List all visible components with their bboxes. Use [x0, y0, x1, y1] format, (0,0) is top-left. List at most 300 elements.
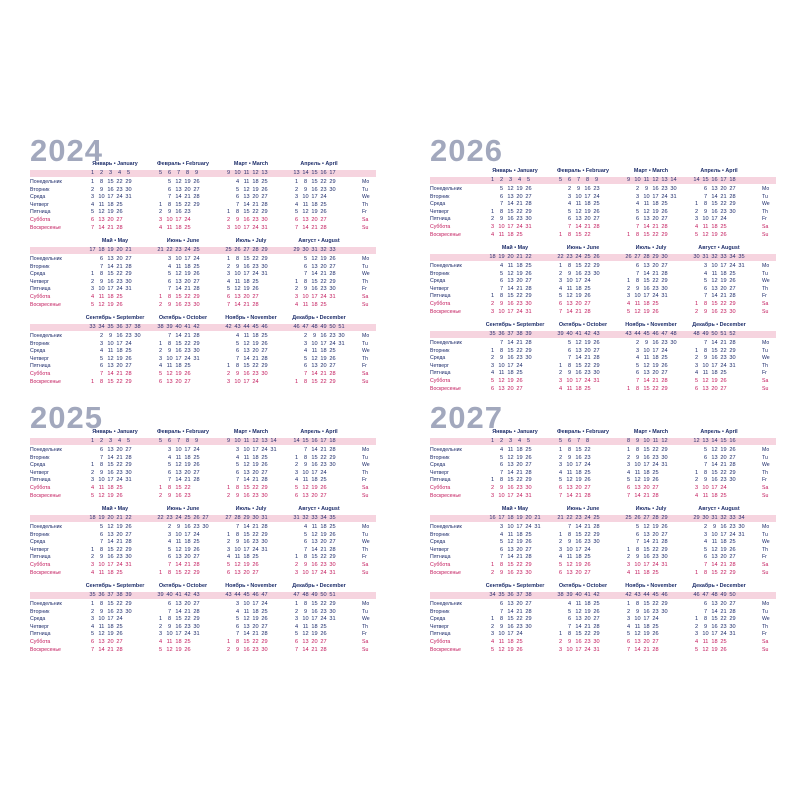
week-number: 49 — [702, 331, 709, 337]
weekday-label: Понедельник — [430, 524, 462, 530]
day-number: 17 — [311, 294, 318, 300]
day-number: 20 — [516, 546, 523, 553]
week-number: 40 — [575, 592, 582, 598]
day-number: 11 — [498, 370, 505, 377]
week-number: 18 — [489, 254, 496, 260]
weekday-label-en: Su — [362, 646, 369, 653]
day-number: 4 — [694, 224, 699, 230]
day-number: 6 — [235, 348, 240, 355]
day-number: 27 — [661, 216, 668, 223]
week-number: 2 — [99, 170, 104, 176]
day-number: 25 — [593, 201, 600, 208]
weekday-label: Среда — [430, 462, 446, 469]
day-number: 6 — [294, 492, 299, 499]
day-number: 1 — [158, 485, 163, 491]
day-number: 11 — [711, 270, 718, 277]
day-number: 19 — [643, 308, 650, 315]
month-name: Май • May — [501, 245, 529, 251]
day-number: 29 — [125, 271, 132, 278]
day-number: 2 — [90, 554, 95, 561]
day-number: 16 — [243, 646, 250, 653]
day-number: 6 — [294, 217, 299, 223]
day-number: 13 — [243, 623, 250, 630]
day-number: 2 — [294, 462, 299, 469]
day-number: 21 — [320, 371, 327, 377]
day-number: 16 — [107, 554, 114, 561]
day-number: 5 — [303, 355, 308, 362]
day-number: 14 — [107, 371, 114, 377]
month-name: Декабрь • December — [292, 583, 346, 589]
day-number: 6 — [694, 385, 699, 392]
day-number: 2 — [694, 208, 699, 215]
day-number: 17 — [184, 531, 191, 538]
day-number: 18 — [320, 348, 327, 355]
weekday-label-en: Su — [762, 308, 769, 315]
day-number: 11 — [302, 623, 309, 630]
day-number: 2 — [490, 355, 495, 362]
day-number: 23 — [584, 539, 591, 546]
quarter-block — [30, 428, 376, 499]
day-number: 11 — [175, 263, 182, 270]
day-number: 18 — [711, 224, 718, 230]
day-number: 31 — [125, 562, 132, 568]
weekday-label-en: Sa — [762, 639, 769, 645]
day-number: 9 — [567, 370, 572, 377]
day-number: 30 — [661, 608, 668, 615]
day-number: 13 — [175, 601, 182, 607]
day-number: 19 — [652, 208, 659, 215]
day-number: 18 — [252, 454, 259, 461]
day-number: 30 — [661, 554, 668, 561]
day-number: 23 — [516, 623, 523, 630]
day-number: 23 — [320, 462, 327, 469]
day-number: 3 — [490, 308, 495, 315]
week-number: 31 — [293, 515, 300, 521]
day-number: 1 — [158, 294, 163, 300]
weekday-label: Суббота — [30, 294, 51, 300]
day-number: 26 — [320, 485, 327, 491]
week-number-band — [430, 438, 776, 445]
day-number: 24 — [584, 462, 591, 469]
day-number: 15 — [643, 385, 650, 392]
day-number: 26 — [593, 340, 600, 346]
day-number: 23 — [116, 469, 123, 476]
day-number: 8 — [499, 347, 504, 354]
week-number: 8 — [185, 170, 190, 176]
day-number: 28 — [125, 263, 132, 270]
day-number: 1 — [490, 208, 495, 215]
day-number: 13 — [507, 462, 514, 469]
day-number: 9 — [303, 462, 308, 469]
day-number: 30 — [261, 646, 268, 653]
day-number: 27 — [252, 569, 259, 576]
week-number: 44 — [643, 592, 650, 598]
weekday-label-en: Fr — [762, 631, 767, 638]
day-number: 21 — [320, 447, 327, 453]
day-number: 19 — [320, 531, 327, 538]
day-number: 20 — [516, 193, 523, 200]
day-number: 11 — [575, 201, 582, 208]
day-number: 8 — [303, 378, 308, 385]
day-number: 26 — [729, 546, 736, 553]
week-number: 36 — [507, 592, 514, 598]
weekday-label: Воскресенье — [30, 301, 61, 308]
week-number: 6 — [167, 170, 172, 176]
day-number: 15 — [711, 201, 718, 208]
weekday-label: Воскресенье — [30, 646, 61, 653]
day-number: 8 — [235, 363, 240, 370]
day-number: 12 — [566, 477, 573, 484]
day-number: 25 — [116, 294, 123, 300]
day-number: 15 — [243, 209, 250, 216]
weekday-label: Вторник — [30, 263, 50, 270]
day-number: 20 — [720, 554, 727, 561]
day-number: 18 — [652, 201, 659, 208]
day-number: 5 — [294, 209, 299, 216]
day-number: 17 — [311, 469, 318, 476]
day-number: 30 — [729, 477, 736, 484]
day-number: 19 — [116, 524, 123, 530]
day-number: 4 — [294, 477, 299, 484]
day-number: 18 — [643, 469, 650, 476]
day-number: 2 — [558, 270, 563, 277]
day-number: 31 — [261, 224, 268, 231]
day-number: 29 — [193, 340, 200, 347]
day-number: 15 — [175, 616, 182, 623]
weekday-label-en: Fr — [762, 216, 767, 223]
day-number: 20 — [516, 601, 523, 607]
weekday-label-en: Su — [362, 492, 369, 499]
day-number: 10 — [498, 362, 505, 369]
day-number: 5 — [235, 462, 240, 469]
day-number: 31 — [593, 378, 600, 384]
week-number: 27 — [202, 515, 209, 521]
day-number: 2 — [90, 186, 95, 193]
weekday-label-en: Sa — [362, 294, 369, 300]
day-number: 9 — [499, 569, 504, 576]
day-number: 24 — [252, 224, 259, 231]
day-number: 28 — [652, 646, 659, 653]
week-number: 18 — [329, 438, 336, 444]
weekday-label: Понедельник — [30, 179, 62, 185]
day-number: 16 — [652, 340, 659, 346]
day-number: 5 — [635, 208, 640, 215]
day-number: 5 — [90, 209, 95, 216]
day-number: 6 — [167, 186, 172, 193]
day-number: 11 — [175, 539, 182, 546]
day-number: 16 — [507, 623, 514, 630]
day-number: 16 — [711, 477, 718, 484]
day-number: 25 — [320, 201, 327, 208]
day-number: 26 — [652, 477, 659, 484]
day-number: 11 — [243, 608, 250, 615]
day-number: 22 — [720, 469, 727, 476]
day-number: 8 — [567, 263, 572, 269]
week-number: 27 — [643, 515, 650, 521]
day-number: 25 — [720, 224, 727, 230]
day-number: 18 — [252, 608, 259, 615]
weekday-label-en: Fr — [362, 209, 367, 216]
day-number: 29 — [525, 293, 532, 300]
month-name: Август • August — [698, 506, 740, 512]
day-number: 9 — [703, 355, 708, 362]
day-number: 23 — [320, 562, 327, 568]
weekday-label-en: Th — [362, 201, 369, 208]
week-number: 3 — [108, 170, 113, 176]
weekday-label: Четверг — [30, 201, 49, 208]
week-number: 22 — [157, 515, 164, 521]
day-number: 6 — [703, 554, 708, 561]
day-number: 6 — [499, 546, 504, 553]
day-number: 7 — [703, 608, 708, 615]
week-number: 37 — [107, 592, 114, 598]
weekday-label: Понедельник — [430, 263, 462, 269]
day-number: 7 — [499, 340, 504, 346]
day-number: 29 — [593, 263, 600, 269]
day-number: 15 — [643, 447, 650, 453]
weekday-label-en: Tu — [362, 186, 368, 193]
day-number: 23 — [720, 355, 727, 362]
day-number: 26 — [116, 209, 123, 216]
day-number: 18 — [175, 224, 182, 231]
day-number: 4 — [303, 524, 308, 530]
day-number: 20 — [184, 469, 191, 476]
day-number: 5 — [567, 608, 572, 615]
day-number: 10 — [566, 546, 573, 553]
day-number: 9 — [303, 186, 308, 193]
day-number: 12 — [575, 608, 582, 615]
day-number: 13 — [311, 539, 318, 546]
week-number: 42 — [625, 592, 632, 598]
day-number: 25 — [584, 385, 591, 392]
day-number: 7 — [90, 224, 95, 231]
day-number: 29 — [593, 531, 600, 538]
day-number: 10 — [507, 524, 514, 530]
day-number: 13 — [575, 616, 582, 623]
week-number: 34 — [98, 324, 105, 330]
day-number: 11 — [498, 231, 505, 238]
day-number: 3 — [694, 485, 699, 491]
week-number: 16 — [711, 177, 718, 183]
day-number: 30 — [729, 308, 736, 315]
year-title: 2027 — [430, 400, 503, 435]
day-number: 2 — [158, 623, 163, 630]
day-number: 11 — [311, 348, 318, 355]
day-number: 14 — [243, 355, 250, 362]
month-name: Сентябрь • September — [485, 322, 545, 328]
quarter-block — [30, 314, 376, 385]
day-number: 6 — [90, 639, 95, 645]
day-number: 13 — [175, 278, 182, 285]
weekday-label-en: Th — [762, 208, 769, 215]
week-number: 36 — [116, 324, 123, 330]
day-number: 17 — [575, 646, 582, 653]
weekday-label-en: Su — [362, 569, 369, 576]
day-number: 12 — [302, 485, 309, 491]
day-number: 7 — [567, 224, 572, 230]
day-number: 25 — [584, 469, 591, 476]
week-number: 17 — [498, 515, 505, 521]
week-number: 26 — [625, 254, 632, 260]
day-number: 25 — [729, 270, 736, 277]
day-number: 31 — [125, 194, 132, 201]
day-number: 19 — [175, 646, 182, 653]
day-number: 4 — [226, 554, 231, 561]
weekday-label-en: Fr — [762, 554, 767, 561]
day-number: 16 — [311, 462, 318, 469]
day-number: 24 — [261, 447, 268, 453]
day-number: 19 — [584, 608, 591, 615]
day-number: 21 — [720, 340, 727, 346]
day-number: 10 — [302, 569, 309, 576]
week-number: 31 — [702, 254, 709, 260]
weekday-label-en: Fr — [362, 477, 367, 484]
day-number: 27 — [525, 462, 532, 469]
month-name: Декабрь • December — [292, 315, 346, 321]
month-name: Август • August — [298, 238, 340, 244]
day-number: 14 — [507, 469, 514, 476]
day-number: 13 — [643, 370, 650, 377]
day-number: 24 — [320, 616, 327, 623]
day-number: 15 — [711, 469, 718, 476]
day-number: 26 — [516, 646, 523, 653]
weekday-label-en: We — [762, 201, 770, 208]
day-number: 8 — [99, 378, 104, 385]
day-number: 20 — [116, 447, 123, 453]
week-number: 27 — [225, 515, 232, 521]
day-number: 25 — [261, 179, 268, 185]
day-number: 26 — [652, 308, 659, 315]
day-number: 27 — [125, 256, 132, 262]
day-number: 16 — [311, 186, 318, 193]
day-number: 5 — [567, 208, 572, 215]
week-number: 15 — [720, 438, 727, 444]
day-number: 20 — [311, 217, 318, 223]
week-number: 31 — [261, 515, 268, 521]
day-number: 8 — [303, 554, 308, 561]
day-number: 6 — [567, 347, 572, 354]
week-number: 29 — [243, 515, 250, 521]
day-number: 17 — [643, 293, 650, 300]
week-number: 43 — [225, 592, 232, 598]
weekday-label-en: We — [362, 462, 370, 469]
day-number: 27 — [729, 285, 736, 292]
weekday-label-en: We — [362, 194, 370, 201]
day-number: 14 — [643, 539, 650, 546]
day-number: 22 — [116, 378, 123, 385]
day-number: 24 — [193, 256, 200, 262]
day-number: 17 — [507, 631, 514, 638]
day-number: 12 — [498, 646, 505, 653]
day-number: 27 — [593, 347, 600, 354]
weekday-label-en: Su — [762, 646, 769, 653]
week-number: 39 — [166, 324, 173, 330]
day-number: 24 — [584, 646, 591, 653]
day-number: 30 — [261, 539, 268, 546]
day-number: 24 — [184, 355, 191, 362]
day-number: 28 — [320, 224, 327, 231]
day-number: 4 — [694, 370, 699, 377]
day-number: 16 — [107, 186, 114, 193]
day-number: 18 — [720, 270, 727, 277]
week-number: 23 — [566, 254, 573, 260]
day-number: 15 — [175, 485, 182, 491]
day-number: 20 — [584, 216, 591, 223]
weekday-label: Пятница — [30, 286, 51, 293]
day-number: 13 — [243, 469, 250, 476]
day-number: 17 — [575, 546, 582, 553]
day-number: 2 — [558, 639, 563, 645]
day-number: 5 — [558, 562, 563, 568]
weekday-label: Пятница — [30, 209, 51, 216]
week-number: 33 — [729, 515, 736, 521]
day-number: 27 — [729, 186, 736, 192]
day-number: 8 — [235, 256, 240, 262]
day-number: 11 — [243, 454, 250, 461]
weekday-label-en: Su — [762, 231, 769, 238]
week-number: 13 — [661, 177, 668, 183]
day-number: 29 — [729, 469, 736, 476]
day-number: 5 — [558, 293, 563, 300]
day-number: 7 — [167, 477, 172, 484]
day-number: 26 — [720, 646, 727, 653]
day-number: 15 — [507, 477, 514, 484]
weekday-label: Пятница — [430, 631, 451, 638]
day-number: 5 — [499, 454, 504, 461]
day-number: 24 — [652, 616, 659, 623]
day-number: 5 — [694, 378, 699, 384]
day-number: 12 — [634, 631, 641, 638]
day-number: 27 — [193, 601, 200, 607]
day-number: 11 — [507, 531, 514, 538]
day-number: 5 — [626, 477, 631, 484]
week-number: 43 — [634, 592, 641, 598]
weekday-label: Суббота — [430, 378, 451, 384]
day-number: 2 — [158, 492, 163, 499]
day-number: 16 — [507, 301, 514, 307]
day-number: 15 — [311, 278, 318, 285]
week-number: 4 — [517, 177, 522, 183]
week-number: 45 — [243, 592, 250, 598]
day-number: 4 — [490, 639, 495, 645]
weekday-label-en: Fr — [362, 554, 367, 561]
weekday-label: Пятница — [430, 216, 451, 223]
day-number: 22 — [584, 362, 591, 369]
weekday-label: Воскресенье — [430, 569, 461, 576]
day-number: 19 — [516, 454, 523, 461]
week-number: 25 — [184, 515, 191, 521]
day-number: 10 — [498, 224, 505, 230]
week-number: 23 — [175, 247, 182, 253]
week-number: 3 — [108, 438, 113, 444]
day-number: 24 — [125, 340, 132, 347]
day-number: 1 — [490, 293, 495, 300]
day-number: 25 — [193, 539, 200, 546]
week-number: 20 — [525, 515, 532, 521]
day-number: 26 — [116, 301, 123, 308]
day-number: 29 — [593, 362, 600, 369]
day-number: 2 — [226, 492, 231, 499]
day-number: 15 — [507, 208, 514, 215]
day-number: 14 — [98, 646, 105, 653]
day-number: 16 — [643, 454, 650, 461]
day-number: 4 — [558, 285, 563, 292]
day-number: 7 — [703, 462, 708, 469]
day-number: 30 — [329, 186, 336, 193]
day-number: 26 — [584, 562, 591, 568]
day-number: 26 — [125, 355, 132, 362]
day-number: 25 — [320, 301, 327, 308]
